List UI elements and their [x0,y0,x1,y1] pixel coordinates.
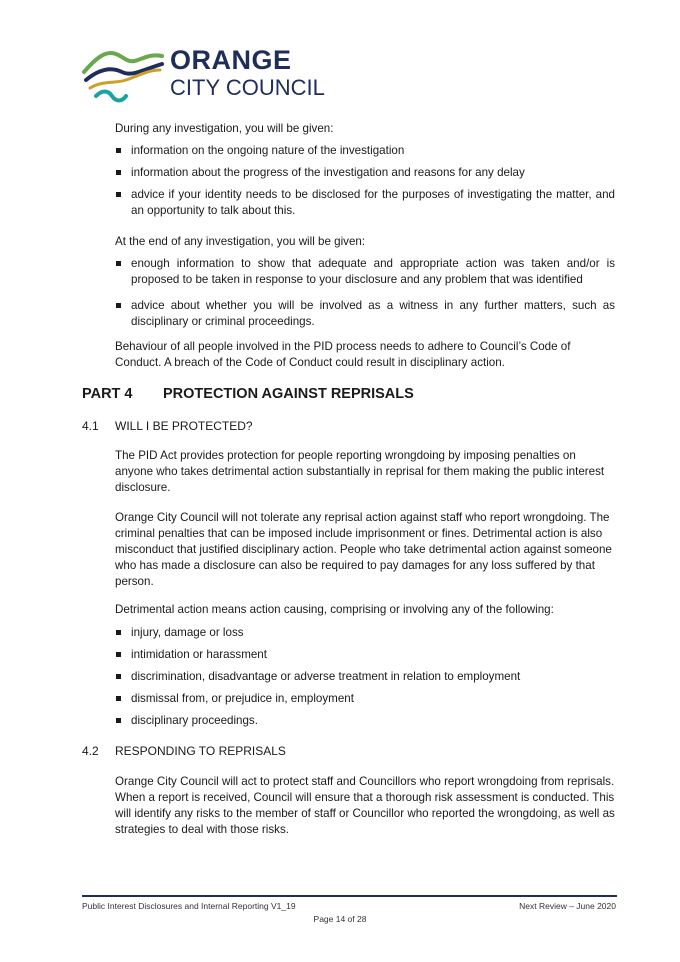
council-logo [82,38,342,108]
paragraph-end-investigation: At the end of any investigation, you will be given: [115,235,366,248]
list-item: dismissal from, or prejudice in, employment [115,691,615,707]
section-4-1-heading [82,419,253,433]
paragraph-responding: Orange City Council will act to protect staff and Councillors who report wrongdoing from reprisals. When a report is received, Council will ensure that a thorough risk assessment is conducted. This will identify any risks to the member of staff or Councillor who reported the wrongdoing, as well as strategies to deal with those risks. [115,775,615,836]
paragraph-no-tolerance: Orange City Council will not tolerate any reprisal action against staff who report wrongdoing. The criminal penalties that can be imposed include imprisonment or fines. Detrimental action is also misconduct that justified disciplinary action. People who take detrimental action against someone who has made a disclosure can also be required to pay damages for any loss suffered by that person. [115,511,612,588]
paragraph-during-investigation: During any investigation, you will be given: [115,122,334,135]
section-title: RESPONDING TO REPRISALS [115,744,286,758]
list-item: advice if your identity needs to be disclosed for the purposes of investigating the matter, and an opportunity to talk about this. [115,187,615,219]
footer-document-title: Public Interest Disclosures and Internal Reporting V1_19 [82,901,296,911]
paragraph-detrimental-action: Detrimental action means action causing, comprising or involving any of the following: [115,603,554,616]
bullet-icon [116,652,121,657]
bullet-icon [116,261,121,266]
bullet-icon [116,303,121,308]
section-number: 4.1 [82,419,99,433]
list-detrimental-actions [115,625,615,735]
list-item: information on the ongoing nature of the investigation [115,143,615,159]
bullet-icon [116,148,121,153]
footer-page-number: Page 14 of 28 [313,914,367,924]
list-item: information about the progress of the investigation and reasons for any delay [115,165,615,181]
list-item: injury, damage or loss [115,625,615,641]
list-item: disciplinary proceedings. [115,713,615,729]
list-item: intimidation or harassment [115,647,615,663]
logo-text-orange: ORANGE [170,45,292,75]
paragraph-pid-act: The PID Act provides protection for people reporting wrongdoing by imposing penalties on anyone who takes detrimental action substantially in reprisal for them making the public interest disclosure. [115,449,605,494]
bullet-icon [116,718,121,723]
footer-next-review: Next Review – June 2020 [519,901,616,911]
part-4-heading [82,386,414,402]
list-item: advice about whether you will be involved as a witness in any further matters, such as disciplinary or criminal proceedings. [115,298,615,330]
bullet-icon [116,696,121,701]
section-title: WILL I BE PROTECTED? [115,419,253,433]
footer-divider [82,895,617,897]
list-end-investigation [115,256,615,336]
bullet-icon [116,192,121,197]
bullet-icon [116,630,121,635]
hills-logo-icon [82,40,166,106]
bullet-icon [116,674,121,679]
section-4-2-heading [82,744,286,758]
logo-text-city-council: CITY COUNCIL [170,75,325,100]
section-number: 4.2 [82,744,99,758]
list-item: enough information to show that adequate and appropriate action was taken and/or is proposed to be taken in response to your disclosure and any problem that was identified [115,256,615,288]
list-item: discrimination, disadvantage or adverse treatment in relation to employment [115,669,615,685]
list-during-investigation [115,143,615,225]
paragraph-behaviour: Behaviour of all people involved in the PID process needs to adhere to Council’s Code of Conduct. A breach of the Code of Conduct could result in disciplinary action. [115,340,571,369]
part-number: PART 4 [82,386,133,402]
bullet-icon [116,170,121,175]
part-title: PROTECTION AGAINST REPRISALS [163,386,414,402]
